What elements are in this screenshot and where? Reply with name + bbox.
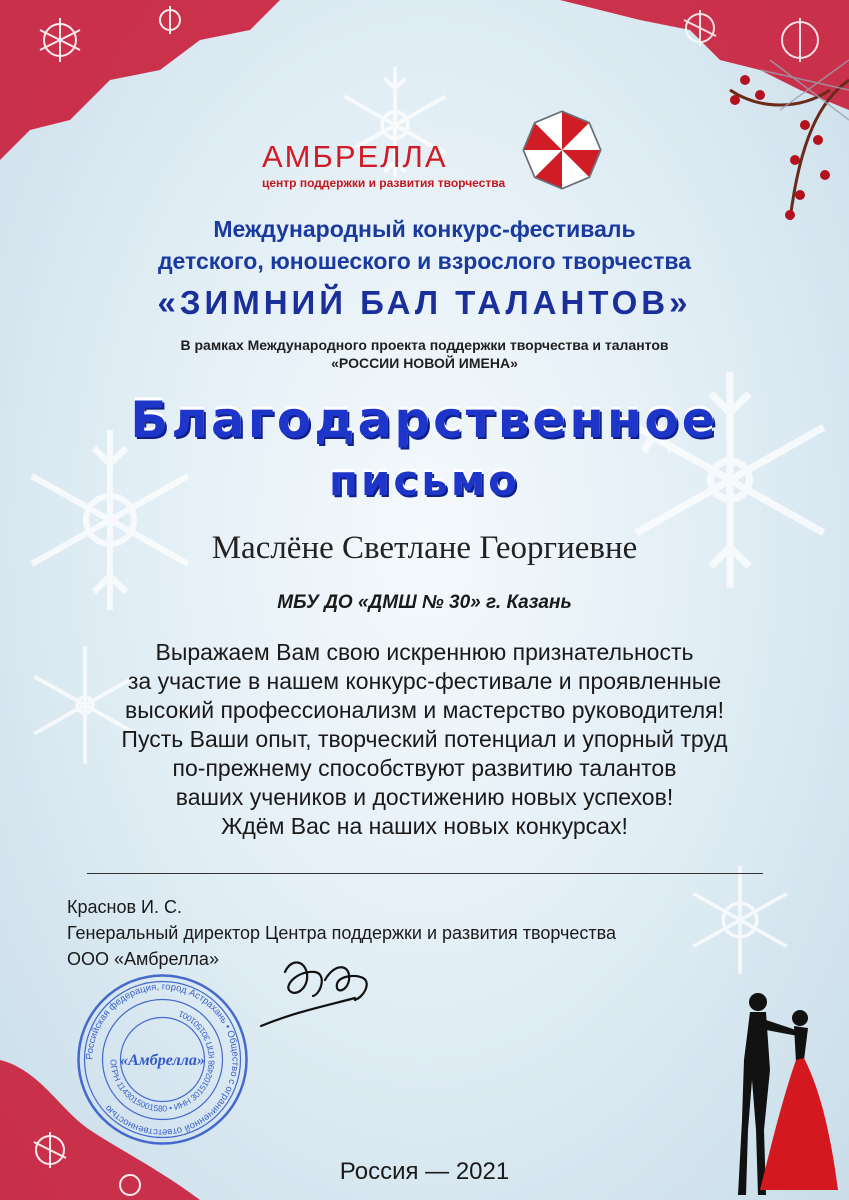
snowflake-icon <box>10 420 210 620</box>
brand-name: АМБРЕЛЛА <box>262 139 448 174</box>
divider-line <box>87 873 763 874</box>
umbrella-logo-icon <box>518 106 606 194</box>
body-line: Ждём Вас на наших новых конкурсах! <box>221 813 628 839</box>
festival-name: «ЗИМНИЙ БАЛ ТАЛАНТОВ» <box>157 284 692 321</box>
signatory-name: Краснов И. С. <box>67 897 182 917</box>
brand-block <box>262 140 522 190</box>
recipient-organization: МБУ ДО «ДМШ № 30» г. Казань <box>277 592 572 613</box>
stamp-center-text: «Амбрелла» <box>120 1052 205 1069</box>
project-info <box>0 336 849 372</box>
recipient-name: Маслёне Светлане Георгиевне <box>211 530 638 566</box>
body-line: по-прежнему способствуют развитию талантов <box>172 755 677 781</box>
body-line: Выражаем Вам свою искреннюю признательность <box>155 639 694 665</box>
festival-heading-line2: детского, юношеского и взрослого творчества <box>157 248 692 274</box>
handwritten-signature-icon <box>255 950 385 1030</box>
place-and-year: Россия — 2021 <box>339 1158 510 1185</box>
letter-title-line1: Благодарственное <box>130 391 719 449</box>
letter-body <box>0 638 849 841</box>
festival-heading-line1: Международный конкурс-фестиваль <box>213 216 636 242</box>
body-line: за участие в нашем конкурс-фестивале и проявленные <box>127 668 722 694</box>
signatory-company: ООО «Амбрелла» <box>67 949 219 969</box>
project-line2: «РОССИИ НОВОЙ ИМЕНА» <box>331 355 518 371</box>
snowflake-icon <box>680 860 800 980</box>
body-line: Пусть Ваши опыт, творческий потенциал и упорный труд <box>121 726 728 752</box>
red-ornament-berries-icon <box>0 0 849 240</box>
stamp-inner-text: ОГРН 1143015001580 • ИНН 3015102498 КПП 301501001 <box>108 1008 217 1114</box>
body-line: ваших учеников и достижению новых успехов! <box>175 784 674 810</box>
body-line: высокий профессионализм и мастерство руководителя! <box>125 697 724 723</box>
festival-heading <box>0 213 849 277</box>
company-seal-stamp-icon <box>75 972 250 1147</box>
brand-subtitle: центр поддержки и развития творчества <box>262 176 506 190</box>
signatory-position: Генеральный директор Центра поддержки и развития творчества <box>67 923 616 943</box>
project-line1: В рамках Международного проекта поддержки творчества и талантов <box>180 337 669 353</box>
letter-title-line2: письмо <box>328 456 521 505</box>
stamp-outer-text: Российская федерация, город Астрахань • Общество с ограниченной ответственностью <box>84 981 241 1138</box>
